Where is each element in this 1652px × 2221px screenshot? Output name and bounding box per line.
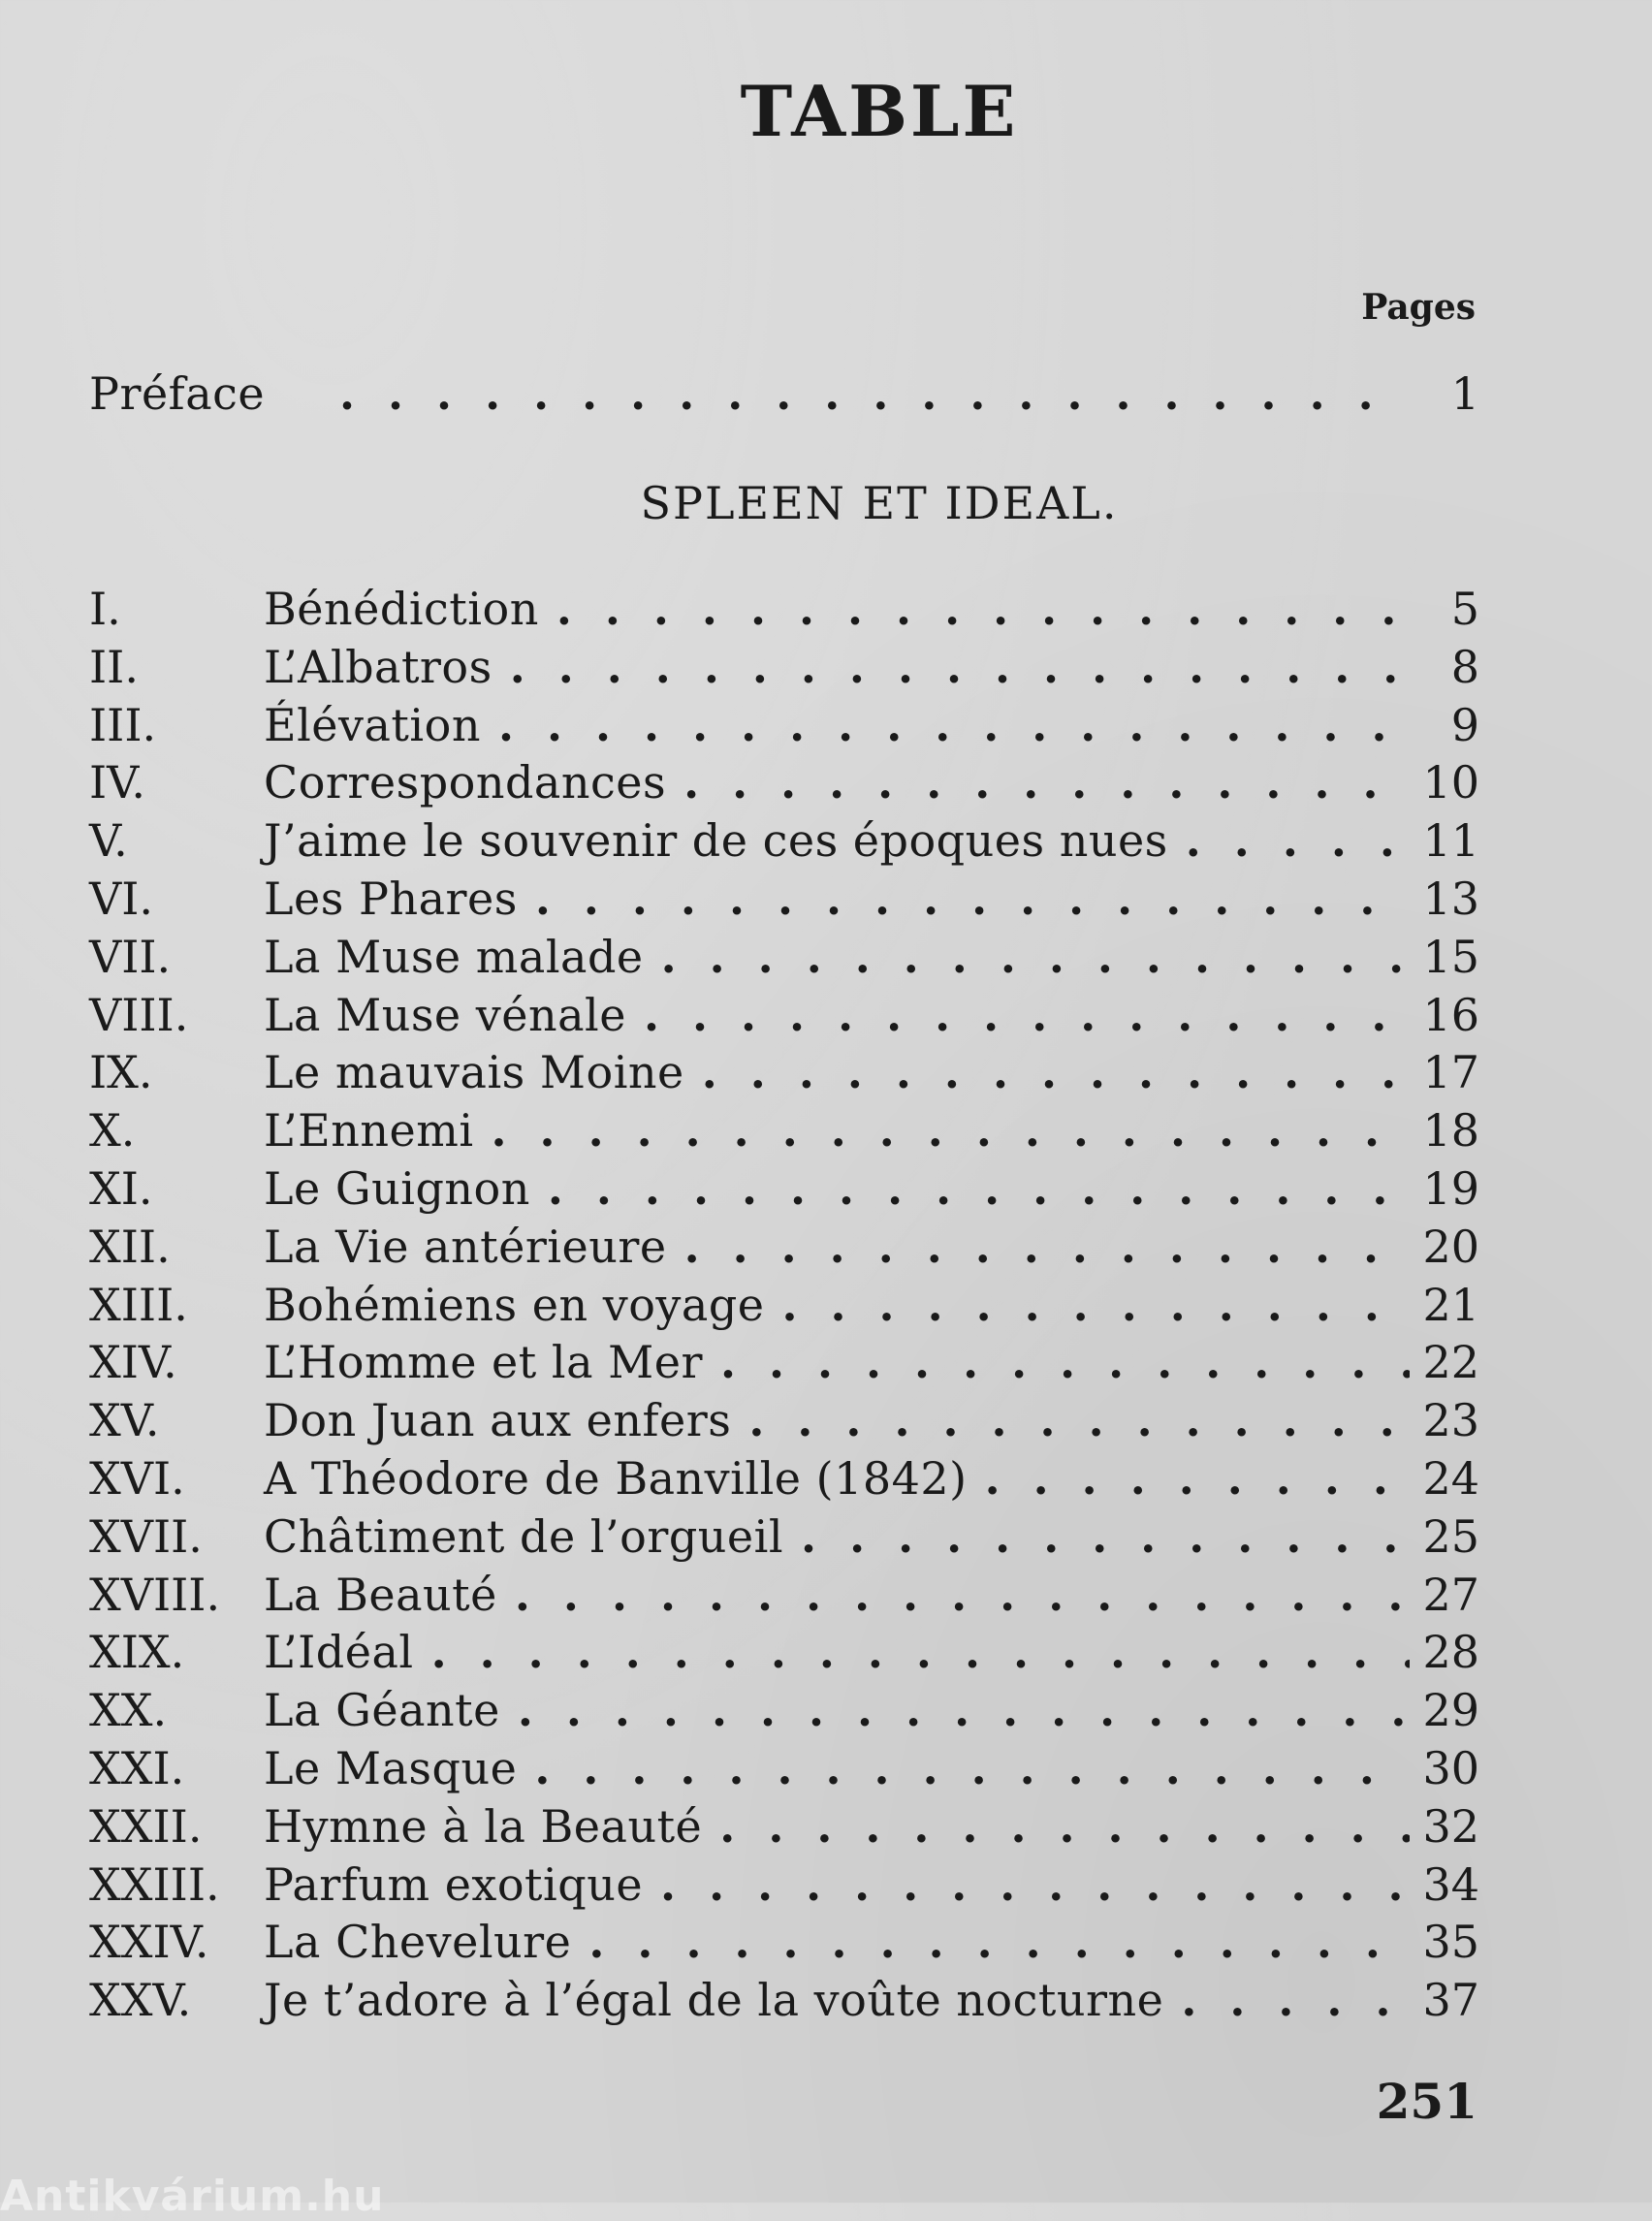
toc-entry-page: 13 [1422, 873, 1479, 925]
dot-leader [702, 1043, 1410, 1101]
toc-entry-page: 22 [1422, 1336, 1479, 1389]
toc-entry-title: L’Albatros [264, 640, 492, 693]
toc-entry-number: IX. [89, 1046, 153, 1099]
toc-entry-title: La Muse malade [264, 930, 644, 983]
dot-leader [515, 1566, 1410, 1624]
dot-leader [661, 928, 1410, 986]
toc-entry-page: 8 [1450, 640, 1479, 693]
dot-leader [535, 870, 1410, 928]
toc-entry-page: 27 [1422, 1568, 1479, 1621]
toc-entry [89, 1043, 1479, 1101]
toc-entry-page: 19 [1422, 1162, 1479, 1215]
toc-entry-number: X. [89, 1104, 136, 1158]
toc-entry-page: 20 [1422, 1220, 1479, 1273]
dot-leader [588, 1913, 1410, 1971]
toc-entry-title: Don Juan aux enfers [264, 1394, 732, 1447]
toc-entry [89, 870, 1479, 928]
toc-entry-number: VII. [89, 930, 172, 983]
toc-entry-page: 11 [1422, 814, 1479, 868]
dot-leader [985, 1449, 1410, 1507]
toc-entry [89, 1276, 1479, 1334]
toc-entry-number: XXIV. [89, 1916, 209, 1969]
toc-entry-number: XXV. [89, 1974, 192, 2027]
toc-entry-number: XII. [89, 1220, 171, 1273]
toc-entry-number: XVIII. [89, 1568, 221, 1621]
toc-entry-page: 29 [1422, 1684, 1479, 1737]
toc-entry-number: XXII. [89, 1799, 203, 1853]
toc-entry-title: L’Ennemi [264, 1104, 474, 1158]
toc-entry-title: La Vie antérieure [264, 1220, 667, 1273]
dot-leader [534, 1739, 1410, 1797]
toc-entry [89, 1681, 1479, 1739]
toc-entry [89, 1218, 1479, 1276]
dot-leader [498, 696, 1410, 754]
toc-entry [89, 1971, 1479, 2029]
preface-entry [89, 365, 1479, 423]
toc-entry-number: IV. [89, 756, 145, 809]
toc-entry-title: Le Masque [264, 1742, 518, 1794]
toc-entry-number: VIII. [89, 988, 189, 1041]
toc-entry-title: Correspondances [264, 756, 667, 809]
toc-entry-number: XVII. [89, 1509, 203, 1563]
toc-entry-number: V. [89, 814, 128, 868]
dot-leader [556, 580, 1410, 638]
preface-label: Préface [89, 367, 266, 420]
toc-entry [89, 928, 1479, 986]
toc-entry-title: J’aime le souvenir de ces époques nues [264, 814, 1168, 868]
toc-entry [89, 1856, 1479, 1914]
toc-entry-page: 10 [1422, 756, 1479, 809]
dot-leader [782, 1276, 1411, 1334]
toc-entry [89, 811, 1479, 870]
toc-entry [89, 1391, 1479, 1449]
toc-entry-title: L’Idéal [264, 1626, 414, 1679]
toc-entry [89, 1449, 1479, 1507]
toc-entry [89, 1739, 1479, 1797]
toc-entry [89, 638, 1479, 696]
toc-entry-page: 5 [1450, 583, 1479, 635]
toc-entry [89, 986, 1479, 1044]
toc-entry [89, 1623, 1479, 1681]
section-heading: SPLEEN ET IDEAL. [640, 477, 1119, 529]
toc-entry-number: II. [89, 640, 139, 693]
dot-leader [644, 986, 1410, 1044]
page-title: TABLE [740, 70, 1019, 152]
dot-leader [719, 1797, 1410, 1856]
toc-entry [89, 696, 1479, 754]
toc-entry-title: Bohémiens en voyage [264, 1278, 765, 1331]
toc-entry-page: 35 [1422, 1916, 1479, 1969]
toc-entry-page: 34 [1422, 1857, 1479, 1911]
toc-entry-number: I. [89, 583, 121, 635]
toc-entry-title: La Beauté [264, 1568, 497, 1621]
dot-leader [720, 1333, 1410, 1391]
dot-leader [492, 1101, 1410, 1159]
toc-entry-number: III. [89, 698, 157, 751]
dot-leader [748, 1391, 1410, 1449]
toc-entry-number: XIV. [89, 1336, 177, 1389]
toc-entry-number: XIII. [89, 1278, 188, 1331]
toc-entry-title: Châtiment de l’orgueil [264, 1509, 784, 1563]
toc-entry-page: 23 [1422, 1394, 1479, 1447]
toc-entry-title: Élévation [264, 698, 481, 751]
toc-entry-title: La Chevelure [264, 1916, 572, 1969]
toc-entry-number: XV. [89, 1394, 160, 1447]
toc-entry-page: 24 [1422, 1452, 1479, 1505]
toc-entry [89, 1159, 1479, 1218]
toc-entry [89, 1566, 1479, 1624]
toc-entry-title: La Géante [264, 1684, 500, 1737]
watermark: Antikvárium.hu [0, 2172, 385, 2221]
pages-column-label: Pages [1361, 287, 1476, 328]
toc-entry-page: 17 [1422, 1046, 1479, 1099]
toc-entry-page: 25 [1422, 1509, 1479, 1563]
toc-entry-title: Je t’adore à l’égal de la voûte nocturne [264, 1974, 1164, 2027]
dot-leader [339, 365, 1410, 423]
dot-leader [684, 1218, 1410, 1276]
dot-leader [510, 638, 1410, 696]
dot-leader [801, 1507, 1410, 1566]
dot-leader [683, 753, 1410, 811]
toc-entry [89, 753, 1479, 811]
toc-entry-title: Hymne à la Beauté [264, 1799, 703, 1853]
toc-entry-page: 21 [1422, 1278, 1479, 1331]
toc-entry-title: A Théodore de Banville (1842) [264, 1452, 968, 1505]
dot-leader [1186, 811, 1410, 870]
toc-entry-page: 37 [1422, 1974, 1479, 2027]
toc-entry-title: La Muse vénale [264, 988, 626, 1041]
toc-entry-title: L’Homme et la Mer [264, 1336, 703, 1389]
toc-entry-title: Le mauvais Moine [264, 1046, 684, 1099]
toc-entry-page: 30 [1422, 1742, 1479, 1794]
dot-leader [1181, 1971, 1410, 2029]
toc-entry-number: XX. [89, 1684, 168, 1737]
dot-leader [518, 1681, 1410, 1739]
preface-page: 1 [1450, 367, 1479, 420]
toc-entry-page: 15 [1422, 930, 1479, 983]
toc-entry-page: 28 [1422, 1626, 1479, 1679]
toc-entry-number: XXIII. [89, 1857, 220, 1911]
toc-entry-number: XIX. [89, 1626, 185, 1679]
toc-entry-page: 32 [1422, 1799, 1479, 1853]
page-number: 251 [1376, 2073, 1477, 2130]
toc-entry-number: VI. [89, 873, 154, 925]
toc-entry-page: 9 [1450, 698, 1479, 751]
toc-entry [89, 1507, 1479, 1566]
dot-leader [548, 1159, 1410, 1218]
toc-entry [89, 1913, 1479, 1971]
toc-entry [89, 1101, 1479, 1159]
toc-entry [89, 1797, 1479, 1856]
toc-entry [89, 1333, 1479, 1391]
toc-entry [89, 580, 1479, 638]
toc-entry-title: Le Guignon [264, 1162, 530, 1215]
toc-entry-title: Parfum exotique [264, 1857, 644, 1911]
toc-entry-number: XXI. [89, 1742, 185, 1794]
toc-entry-page: 16 [1422, 988, 1479, 1041]
dot-leader [660, 1856, 1410, 1914]
dot-leader [431, 1623, 1410, 1681]
toc-entry-number: XVI. [89, 1452, 185, 1505]
toc-entry-page: 18 [1422, 1104, 1479, 1158]
toc-entry-title: Bénédiction [264, 583, 539, 635]
toc-entry-title: Les Phares [264, 873, 518, 925]
toc-entry-number: XI. [89, 1162, 153, 1215]
